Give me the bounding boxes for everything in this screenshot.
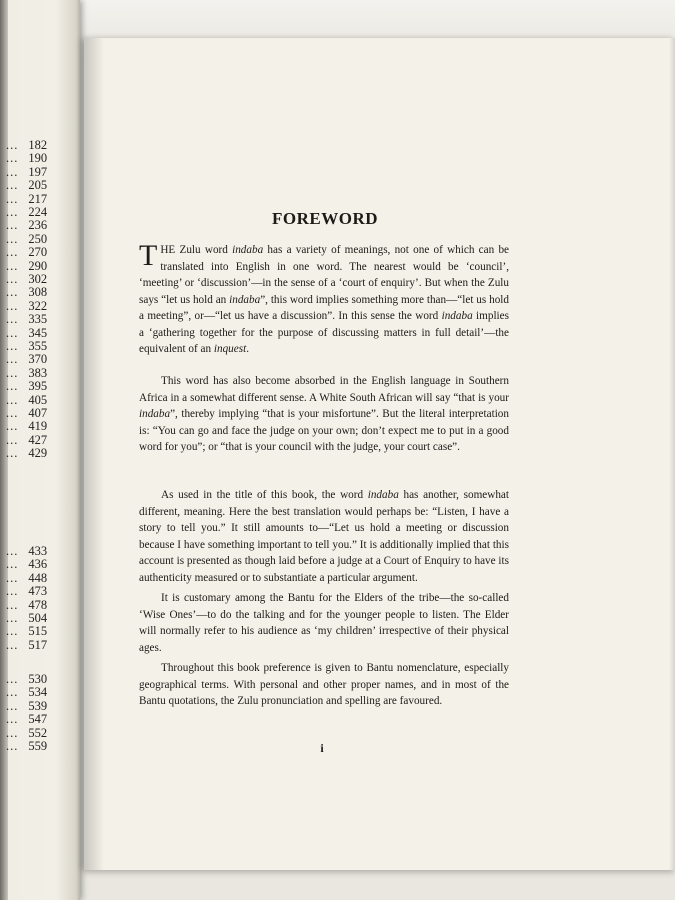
toc-page-number: ... 190 bbox=[6, 151, 48, 166]
toc-page-number: ... 370 bbox=[6, 352, 48, 367]
toc-page-number: ... 345 bbox=[6, 325, 48, 340]
paragraph-4-text: It is customary among the Bantu for the Elders of the tribe—the so-called ‘Wise Ones’—to do the talking and for the younger people to listen. The Elder will normally refer to his audience as ‘my children’ irrespective of their physical ages. bbox=[139, 592, 509, 654]
toc-page-number: ... 270 bbox=[6, 245, 48, 260]
toc-page-number: ... 205 bbox=[6, 178, 48, 193]
page-edge-shadow bbox=[669, 38, 675, 870]
toc-page-number: ... 308 bbox=[6, 285, 48, 300]
paragraph-2 bbox=[139, 373, 509, 456]
toc-page-number: ... 419 bbox=[6, 419, 48, 434]
toc-page-number: ... 448 bbox=[6, 570, 48, 585]
toc-page-number: ... 427 bbox=[6, 432, 48, 447]
toc-page-number: ... 504 bbox=[6, 611, 48, 625]
toc-page-number: ... 197 bbox=[6, 164, 48, 179]
page-title: FOREWORD bbox=[272, 209, 378, 228]
toc-page-number: ... 547 bbox=[6, 712, 48, 727]
toc-page-number: ... 217 bbox=[6, 191, 48, 206]
paragraph-4 bbox=[139, 590, 509, 656]
paragraph-5 bbox=[139, 660, 509, 710]
toc-page-number: ... 395 bbox=[6, 379, 48, 394]
toc-page-number: ... 559 bbox=[6, 739, 48, 753]
toc-page-number: ... 473 bbox=[6, 584, 48, 599]
toc-page-number: ... 539 bbox=[6, 698, 48, 713]
page-number: i bbox=[320, 741, 324, 755]
toc-page-number: ... 534 bbox=[6, 685, 48, 700]
toc-page-number: ... 290 bbox=[6, 258, 48, 273]
paragraph-1 bbox=[139, 239, 510, 358]
toc-page-number: ... 335 bbox=[6, 312, 48, 327]
drop-cap: T bbox=[139, 239, 158, 272]
toc-page-number: ... 182 bbox=[6, 138, 48, 152]
toc-page-number: ... 429 bbox=[6, 446, 48, 461]
page-gutter-shadow bbox=[84, 38, 104, 870]
left-page bbox=[0, 0, 80, 900]
toc-page-number: ... 517 bbox=[6, 637, 48, 652]
toc-page-number: ... 224 bbox=[6, 205, 48, 219]
toc-page-number: ... 552 bbox=[6, 725, 48, 740]
paragraph-3-text: As used in the title of this book, the word indaba has another, somewhat different, meaning. Here the best translation would perhaps be: “Listen, I have a story to tell you.” It still amounts to—“Let us hold a meeting or discussion because I have something important to tell you.” It is additionally implied that this account is presented as though laid before a judge at a Court of Enquiry to have its authenticity measured or to substantiate a particular argument. bbox=[139, 489, 509, 584]
toc-page-number: ... 405 bbox=[6, 392, 48, 407]
toc-page-number: ... 322 bbox=[6, 298, 48, 313]
toc-page-number: ... 407 bbox=[6, 406, 48, 420]
toc-page-number: ... 436 bbox=[6, 557, 48, 572]
toc-page-number: ... 433 bbox=[6, 544, 48, 558]
paragraph-5-text: Throughout this book preference is given to Bantu nomenclature, especially geographical terms. With personal and other proper names, and in most of the Bantu quotations, the Zulu pronunciation and spelling are favoured. bbox=[139, 662, 509, 707]
toc-page-number: ... 302 bbox=[6, 272, 48, 286]
toc-page-number: ... 236 bbox=[6, 218, 48, 233]
toc-page-number: ... 355 bbox=[6, 339, 48, 353]
toc-page-number: ... 383 bbox=[6, 365, 48, 380]
toc-page-number: ... 478 bbox=[6, 597, 48, 612]
paragraph-3 bbox=[139, 487, 509, 586]
paragraph-2-text: This word has also become absorbed in the English language in Southern Africa in a somewhat different sense. A White South African will say “that is your indaba”, thereby implying “that is your misfortune”. But the literal interpretation is: “You can go and face the judge on your own; don’t expect me to put in a good word for you”; or “that is your council with the judge, your court case”. bbox=[139, 375, 509, 453]
toc-page-number: ... 530 bbox=[6, 672, 48, 686]
toc-page-number: ... 515 bbox=[6, 624, 48, 639]
paragraph-1-text: HE Zulu word indaba has a variety of meanings, not one of which can be translated into English in one word. The nearest would be ‘council’, ‘meeting’ or ‘discussion’—in the sense of a ‘court of enquiry’. But when the Zulu says “let us hold an indaba”, this word implies something more than—“let us hold a meeting”, or—“let us have a discussion”. In this sense the word indaba implies a ‘gathering together for the purpose of discussing matters in full detail’—the equivalent of an inquest. bbox=[139, 244, 510, 355]
toc-page-number: ... 250 bbox=[6, 231, 48, 246]
